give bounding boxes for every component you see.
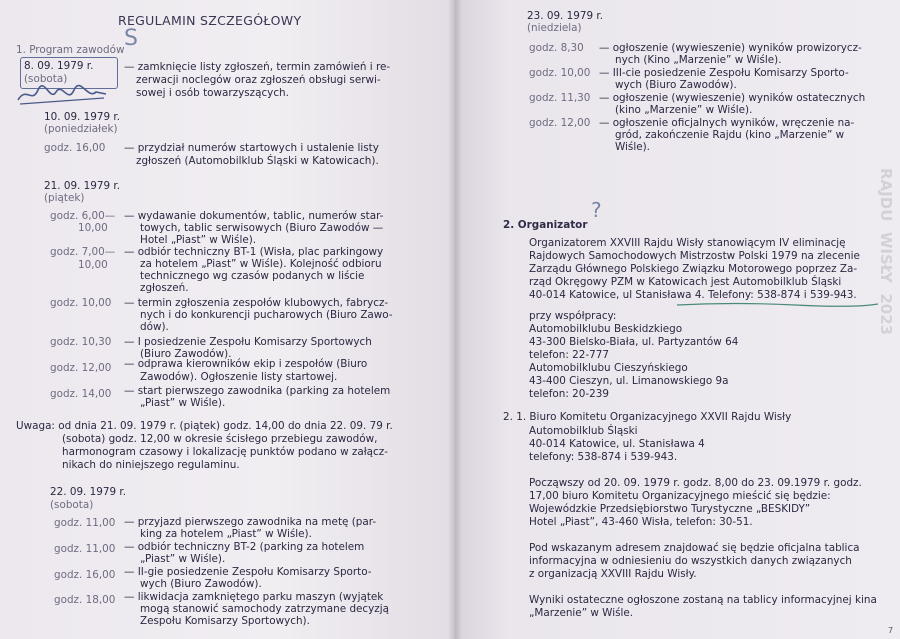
date-2309: 23. 09. 1979 r.	[527, 10, 604, 22]
text-line: — II-gie posiedzenie Zespołu Komisarzy Sporto-	[124, 566, 372, 578]
text-line: — I posiedzenie Zespołu Komisarzy Sportowych	[124, 336, 372, 348]
day-1009: (poniedziałek)	[44, 123, 118, 135]
text-line: Wiśle).	[615, 141, 650, 153]
text-line: Automobilklubu Cieszyńskiego	[529, 362, 688, 374]
text-line: 40-014 Katowice, ul Stanisława 4. Telefony: 538-874 i 539-943.	[529, 289, 857, 301]
text-line: nych i do konkurencji pucharowych (Biuro Zawo-	[140, 309, 393, 321]
text-line: telefon: 22-777	[529, 349, 609, 361]
text-line: informacyjna w odniesieniu do wszystkich danych związanych	[529, 555, 852, 567]
time-label: godz. 14,00	[50, 388, 112, 400]
text-line: Hotel „Piast”, 43-460 Wisła, telefon: 30-51.	[529, 516, 753, 528]
time-label: godz. 7,00—	[50, 246, 116, 258]
day-2209: (sobota)	[50, 499, 94, 511]
text-line: Zawodów). Ogłoszenie listy startowej.	[140, 371, 338, 383]
day-0809: (sobota)	[24, 73, 68, 85]
text-line: Automobilklubu Beskidzkiego	[529, 323, 683, 335]
time-label: godz. 16,00	[54, 569, 116, 581]
text-line: — przydział numerów startowych i ustalenie listy	[124, 142, 379, 154]
time-label: 10,00	[78, 222, 108, 234]
text-line: telefony: 538-874 i 539-943.	[529, 451, 678, 463]
subsection-heading-biuro: 2. 1. Biuro Komitetu Organizacyjnego XXVII Rajdu Wisły	[503, 411, 792, 423]
text-line: gród, zakończenie Rajdu (kino „Marzenie” w	[615, 129, 845, 141]
date-2209: 22. 09. 1979 r.	[50, 486, 127, 498]
day-2109: (piątek)	[44, 192, 85, 204]
right-page	[455, 0, 900, 639]
time-label: godz. 10,00	[529, 67, 591, 79]
text-line: Wojewódzkie Przedsiębiorstwo Turystyczne „BESKIDY”	[529, 503, 811, 515]
text-line: — III-cie posiedzenie Zespołu Komisarzy Sporto-	[599, 67, 849, 79]
time-label: godz. 12,00	[50, 362, 112, 374]
text-line: — termin zgłoszenia zespołów klubowych, fabrycz-	[124, 297, 389, 309]
text-line: „Piast” w Wiśle).	[140, 397, 226, 409]
text-line: technicznego wg czasów podanych w liście	[140, 270, 365, 282]
text-line: — odbiór techniczny BT-1 (Wisła, plac parkingowy	[124, 246, 384, 258]
text-line: telefon: 20-239	[529, 388, 609, 400]
text-line: dów).	[140, 321, 169, 333]
text-line: 43-400 Cieszyn, ul. Limanowskiego 9a	[529, 375, 729, 387]
text-line: „Piast” w Wiśle).	[140, 553, 226, 565]
text-line: towych, tablic serwisowych (Biuro Zawodów —	[140, 222, 384, 234]
text-line: za hotelem „Piast” w Wiśle). Kolejność odbioru	[140, 258, 382, 270]
text-line: — likwidacja zamkniętego parku maszyn (wyjątek	[124, 591, 384, 603]
text-line: king za hotelem „Piast” w Wiśle).	[140, 528, 312, 540]
note-line: Uwaga: od dnia 21. 09. 1979 r. (piątek) godz. 14,00 do dnia 22. 09. 79 r.	[16, 420, 393, 432]
text-line: — ogłoszenie (wywieszenie) wyników prowizorycz-	[599, 42, 862, 54]
time-label: godz. 11,00	[54, 543, 116, 555]
page-title: REGULAMIN SZCZEGÓŁOWY	[118, 13, 302, 28]
time-label: 10,00	[78, 259, 108, 271]
text-line: — ogłoszenie oficjalnych wyników, wręczenie na-	[599, 117, 855, 129]
text-line: Zarządu Głównego Polskiego Związku Motorowego poprzez Za-	[529, 263, 858, 275]
text-line: — ogłoszenie (wywieszenie) wyników ostatecznych	[599, 92, 866, 104]
text-line: Rajdowych Samochodowych Mistrzostw Polski 1979 na zlecenie	[529, 250, 860, 262]
note-line: nikach do niniejszego regulaminu.	[62, 459, 240, 471]
time-label: godz. 8,30	[529, 42, 584, 54]
text-line: Pod wskazanym adresem znajdować się będzie oficjalna tablica	[529, 542, 860, 554]
text-line: Automobilklub Śląski	[529, 425, 638, 437]
text-line: sowej i osób towarzyszących.	[136, 87, 289, 99]
text-line: Począwszy od 20. 09. 1979 r. godz. 8,00 do 23. 09.1979 r. godz.	[529, 477, 862, 489]
text-line: wych (Biuro Zawodów).	[615, 79, 737, 91]
day-2309: (niedziela)	[527, 22, 582, 34]
text-line: 17,00 biuro Komitetu Organizacyjnego mieścić się będzie:	[529, 490, 831, 502]
text-line: Hotel „Piast” w Wiśle).	[140, 234, 257, 246]
text-line: (Biuro Zawodów).	[140, 348, 232, 360]
text-line: przy współpracy:	[529, 310, 617, 322]
section-heading-organizer: 2. Organizator	[503, 219, 588, 231]
note-line: harmonogram czasowy i lokalizację punktów podano w załącz-	[62, 446, 388, 458]
date-2109: 21. 09. 1979 r.	[44, 180, 121, 192]
text-line: — odprawa kierowników ekip i zespołów (Biuro	[124, 358, 368, 370]
page-number: 7	[888, 626, 894, 635]
date-1009: 10. 09. 1979 r.	[44, 111, 121, 123]
time-label: godz. 10,30	[50, 336, 112, 348]
text-line: Zespołu Komisarzy Sportowych).	[140, 615, 310, 627]
pen-underline	[675, 300, 880, 310]
section-heading-program: 1. Program zawodów	[16, 44, 125, 56]
text-line: — wydawanie dokumentów, tablic, numerów star-	[124, 210, 384, 222]
text-line: — zamknięcie listy zgłoszeń, termin zamówień i re-	[124, 61, 391, 73]
text-line: — start pierwszego zawodnika (parking za hotelem	[124, 385, 391, 397]
bleed-through-text: RAJDU WISŁY 2023	[877, 168, 895, 336]
text-line: (kino „Marzenie” w Wiśle).	[615, 104, 753, 116]
pencil-mark: S	[124, 26, 138, 51]
text-line: zerwacji noclegów oraz zgłoszeń obsługi serwi-	[136, 74, 381, 86]
text-line: — odbiór techniczny BT-2 (parking za hotelem	[124, 541, 365, 553]
text-line: — przyjazd pierwszego zawodnika na metę (par-	[124, 516, 377, 528]
date-0809: 8. 09. 1979 r.	[24, 60, 94, 72]
time-label: godz. 18,00	[54, 594, 116, 606]
time-label: godz. 11,30	[529, 92, 591, 104]
text-line: „Marzenie” w Wiśle.	[529, 607, 634, 619]
text-line: Organizatorem XXVIII Rajdu Wisły stanowiącym IV eliminację	[529, 237, 846, 249]
time-label: godz. 6,00—	[50, 210, 116, 222]
time-label: godz. 16,00	[44, 142, 106, 154]
time-label: godz. 12,00	[529, 117, 591, 129]
note-line: (sobota) godz. 12,00 w okresie ścisłego przebiegu zawodów,	[62, 433, 378, 445]
text-line: rząd Okręgowy PZM w Katowicach jest Automobilklub Śląski	[529, 276, 842, 288]
text-line: wych (Biuro Zawodów).	[140, 578, 262, 590]
pencil-question-mark: ?	[591, 198, 602, 222]
text-line: Wyniki ostateczne ogłoszone zostaną na tablicy informacyjnej kina	[529, 594, 877, 606]
text-line: nych (Kino „Marzenie” w Wiśle).	[615, 54, 782, 66]
text-line: z organizacją XXVIII Rajdu Wisły.	[529, 568, 697, 580]
text-line: mogą stanowić samochody zatrzymane decyzją	[140, 603, 390, 615]
time-label: godz. 11,00	[54, 517, 116, 529]
signature-scribble	[16, 82, 108, 108]
text-line: zgłoszeń.	[140, 282, 189, 294]
text-line: 40-014 Katowice, ul. Stanisława 4	[529, 438, 705, 450]
time-label: godz. 10,00	[50, 297, 112, 309]
text-line: 43-300 Bielsko-Biała, ul. Partyzantów 64	[529, 336, 739, 348]
text-line: zgłoszeń (Automobilklub Śląski w Katowicach).	[136, 155, 379, 167]
book-gutter	[448, 0, 462, 639]
